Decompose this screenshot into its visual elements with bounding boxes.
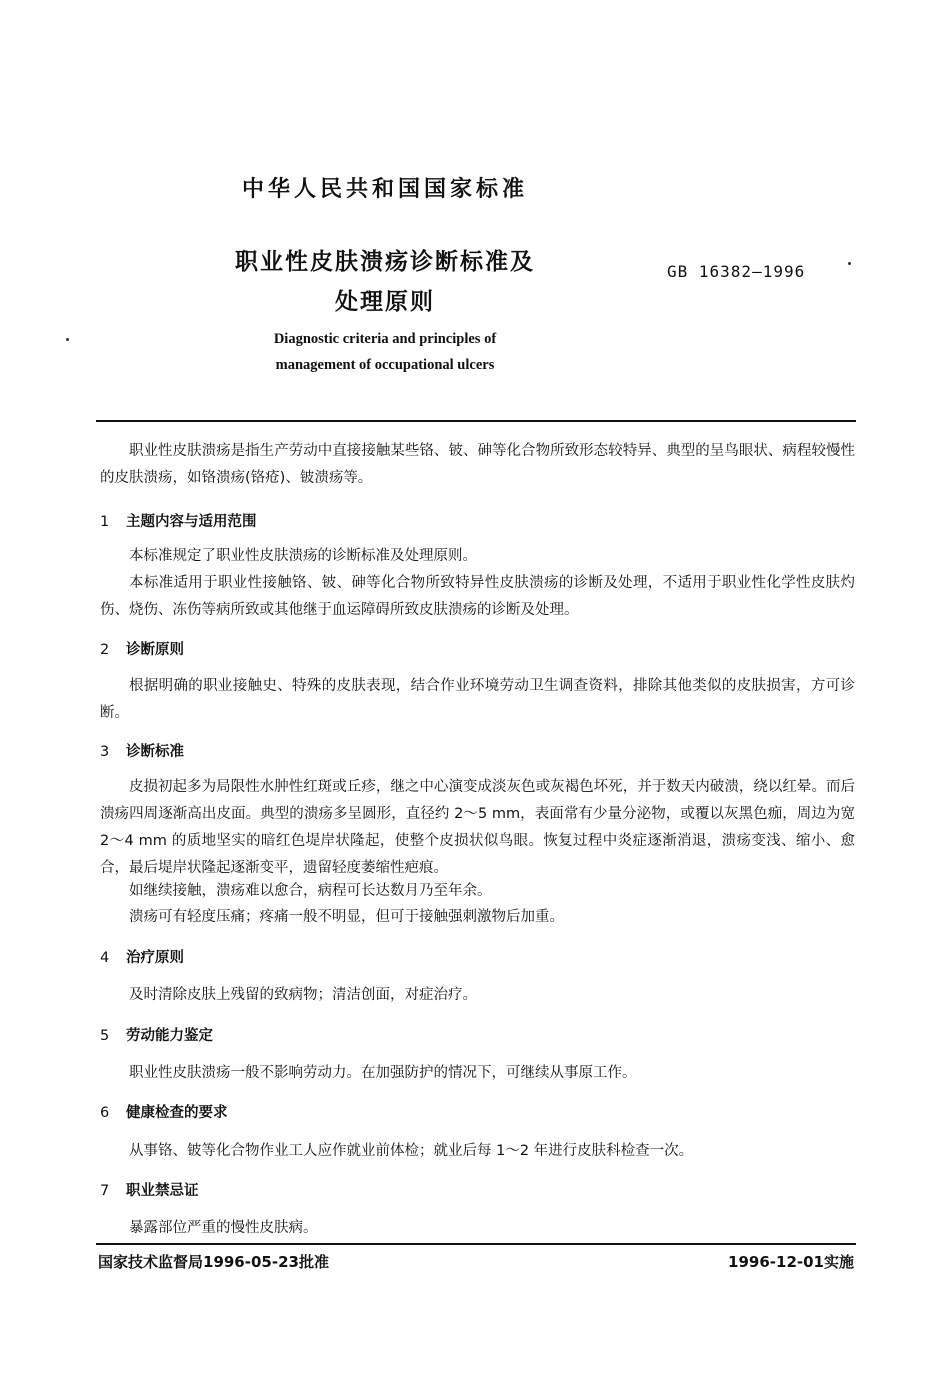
section-paragraph: 如继续接触，溃疡难以愈合，病程可长达数月乃至年余。 [129,883,492,899]
section-number: 7 [100,1183,110,1199]
english-title-line-1: Diagnostic criteria and principles of [273,331,497,347]
section-paragraph: 从事铬、铍等化合物作业工人应作就业前体检；就业后每 1～2 年进行皮肤科检查一次。 [129,1143,694,1159]
section-number: 1 [100,514,110,530]
header-divider [96,420,856,422]
scan-speck [66,338,69,341]
section-paragraph: 职业性皮肤溃疡一般不影响劳动力。在加强防护的情况下，可继续从事原工作。 [129,1065,637,1081]
section-paragraph: 皮损初起多为局限性水肿性红斑或丘疹，继之中心演变成淡灰色或灰褐色坏死，并于数天内破溃，绕以红晕。而后溃疡四周逐渐高出皮面。典型的溃疡多呈圆形，直径约 2～5 mm，表面常有少量分泌物，或覆以灰黑色痂，周边为宽 2～4 mm 的质地坚实的暗红色堤岸状隆起，使整个皮损状似鸟眼。恢复过程中炎症逐渐消退，溃疡变浅、缩小、愈合，最后堤岸状隆起逐渐变平，遗留轻度萎缩性疤痕。 [100,779,855,876]
standard-title-line-1: 职业性皮肤溃疡诊断标准及 [235,249,535,275]
section-title: 诊断标准 [126,744,184,760]
intro-paragraph: 职业性皮肤溃疡是指生产劳动中直接接触某些铬、铍、砷等化合物所致形态较特异、典型的呈鸟眼状、病程较慢性的皮肤溃疡，如铬溃疡(铬疮)、铍溃疡等。 [100,443,855,486]
section-title: 劳动能力鉴定 [126,1028,213,1044]
section-number: 6 [100,1105,110,1121]
approval-note: 国家技术监督局1996-05-23批准 [98,1253,329,1271]
section-heading [100,510,257,531]
standard-title-line-2: 处理原则 [335,289,435,315]
section-title: 健康检查的要求 [126,1105,228,1121]
section-number: 5 [100,1028,110,1044]
implementation-date: 1996-12-01实施 [728,1253,854,1271]
section-paragraph: 溃疡可有轻度压痛；疼痛一般不明显，但可于接触强刺激物后加重。 [129,909,564,925]
section-number: 2 [100,642,110,658]
section-title: 职业禁忌证 [126,1183,199,1199]
section-heading [100,946,184,967]
english-title-line-2: management of occupational ulcers [275,357,495,373]
section-heading [100,1101,228,1122]
section-paragraph: 及时清除皮肤上残留的致病物；清洁创面，对症治疗。 [129,987,477,1003]
section-heading [100,638,184,659]
section-paragraph: 根据明确的职业接触史、特殊的皮肤表现，结合作业环境劳动卫生调查资料，排除其他类似的皮肤损害，方可诊断。 [100,678,855,721]
standard-number: GB 16382—1996 [667,262,806,281]
section-heading [100,740,184,761]
section-number: 4 [100,950,110,966]
section-heading [100,1024,213,1045]
section-paragraph: 本标准规定了职业性皮肤溃疡的诊断标准及处理原则。 [129,548,477,564]
section-paragraph: 暴露部位严重的慢性皮肤病。 [129,1220,318,1236]
footer-divider [96,1243,856,1245]
section-number: 3 [100,744,110,760]
section-title: 诊断原则 [126,642,184,658]
section-paragraph: 本标准适用于职业性接触铬、铍、砷等化合物所致特异性皮肤溃疡的诊断及处理，不适用于职业性化学性皮肤灼伤、烧伤、冻伤等病所致或其他继于血运障碍所致皮肤溃疡的诊断及处理。 [100,575,855,618]
scan-speck [848,262,851,265]
section-title: 主题内容与适用范围 [126,514,257,530]
section-heading [100,1179,199,1200]
section-title: 治疗原则 [126,950,184,966]
national-standard-heading: 中华人民共和国国家标准 [241,177,528,202]
